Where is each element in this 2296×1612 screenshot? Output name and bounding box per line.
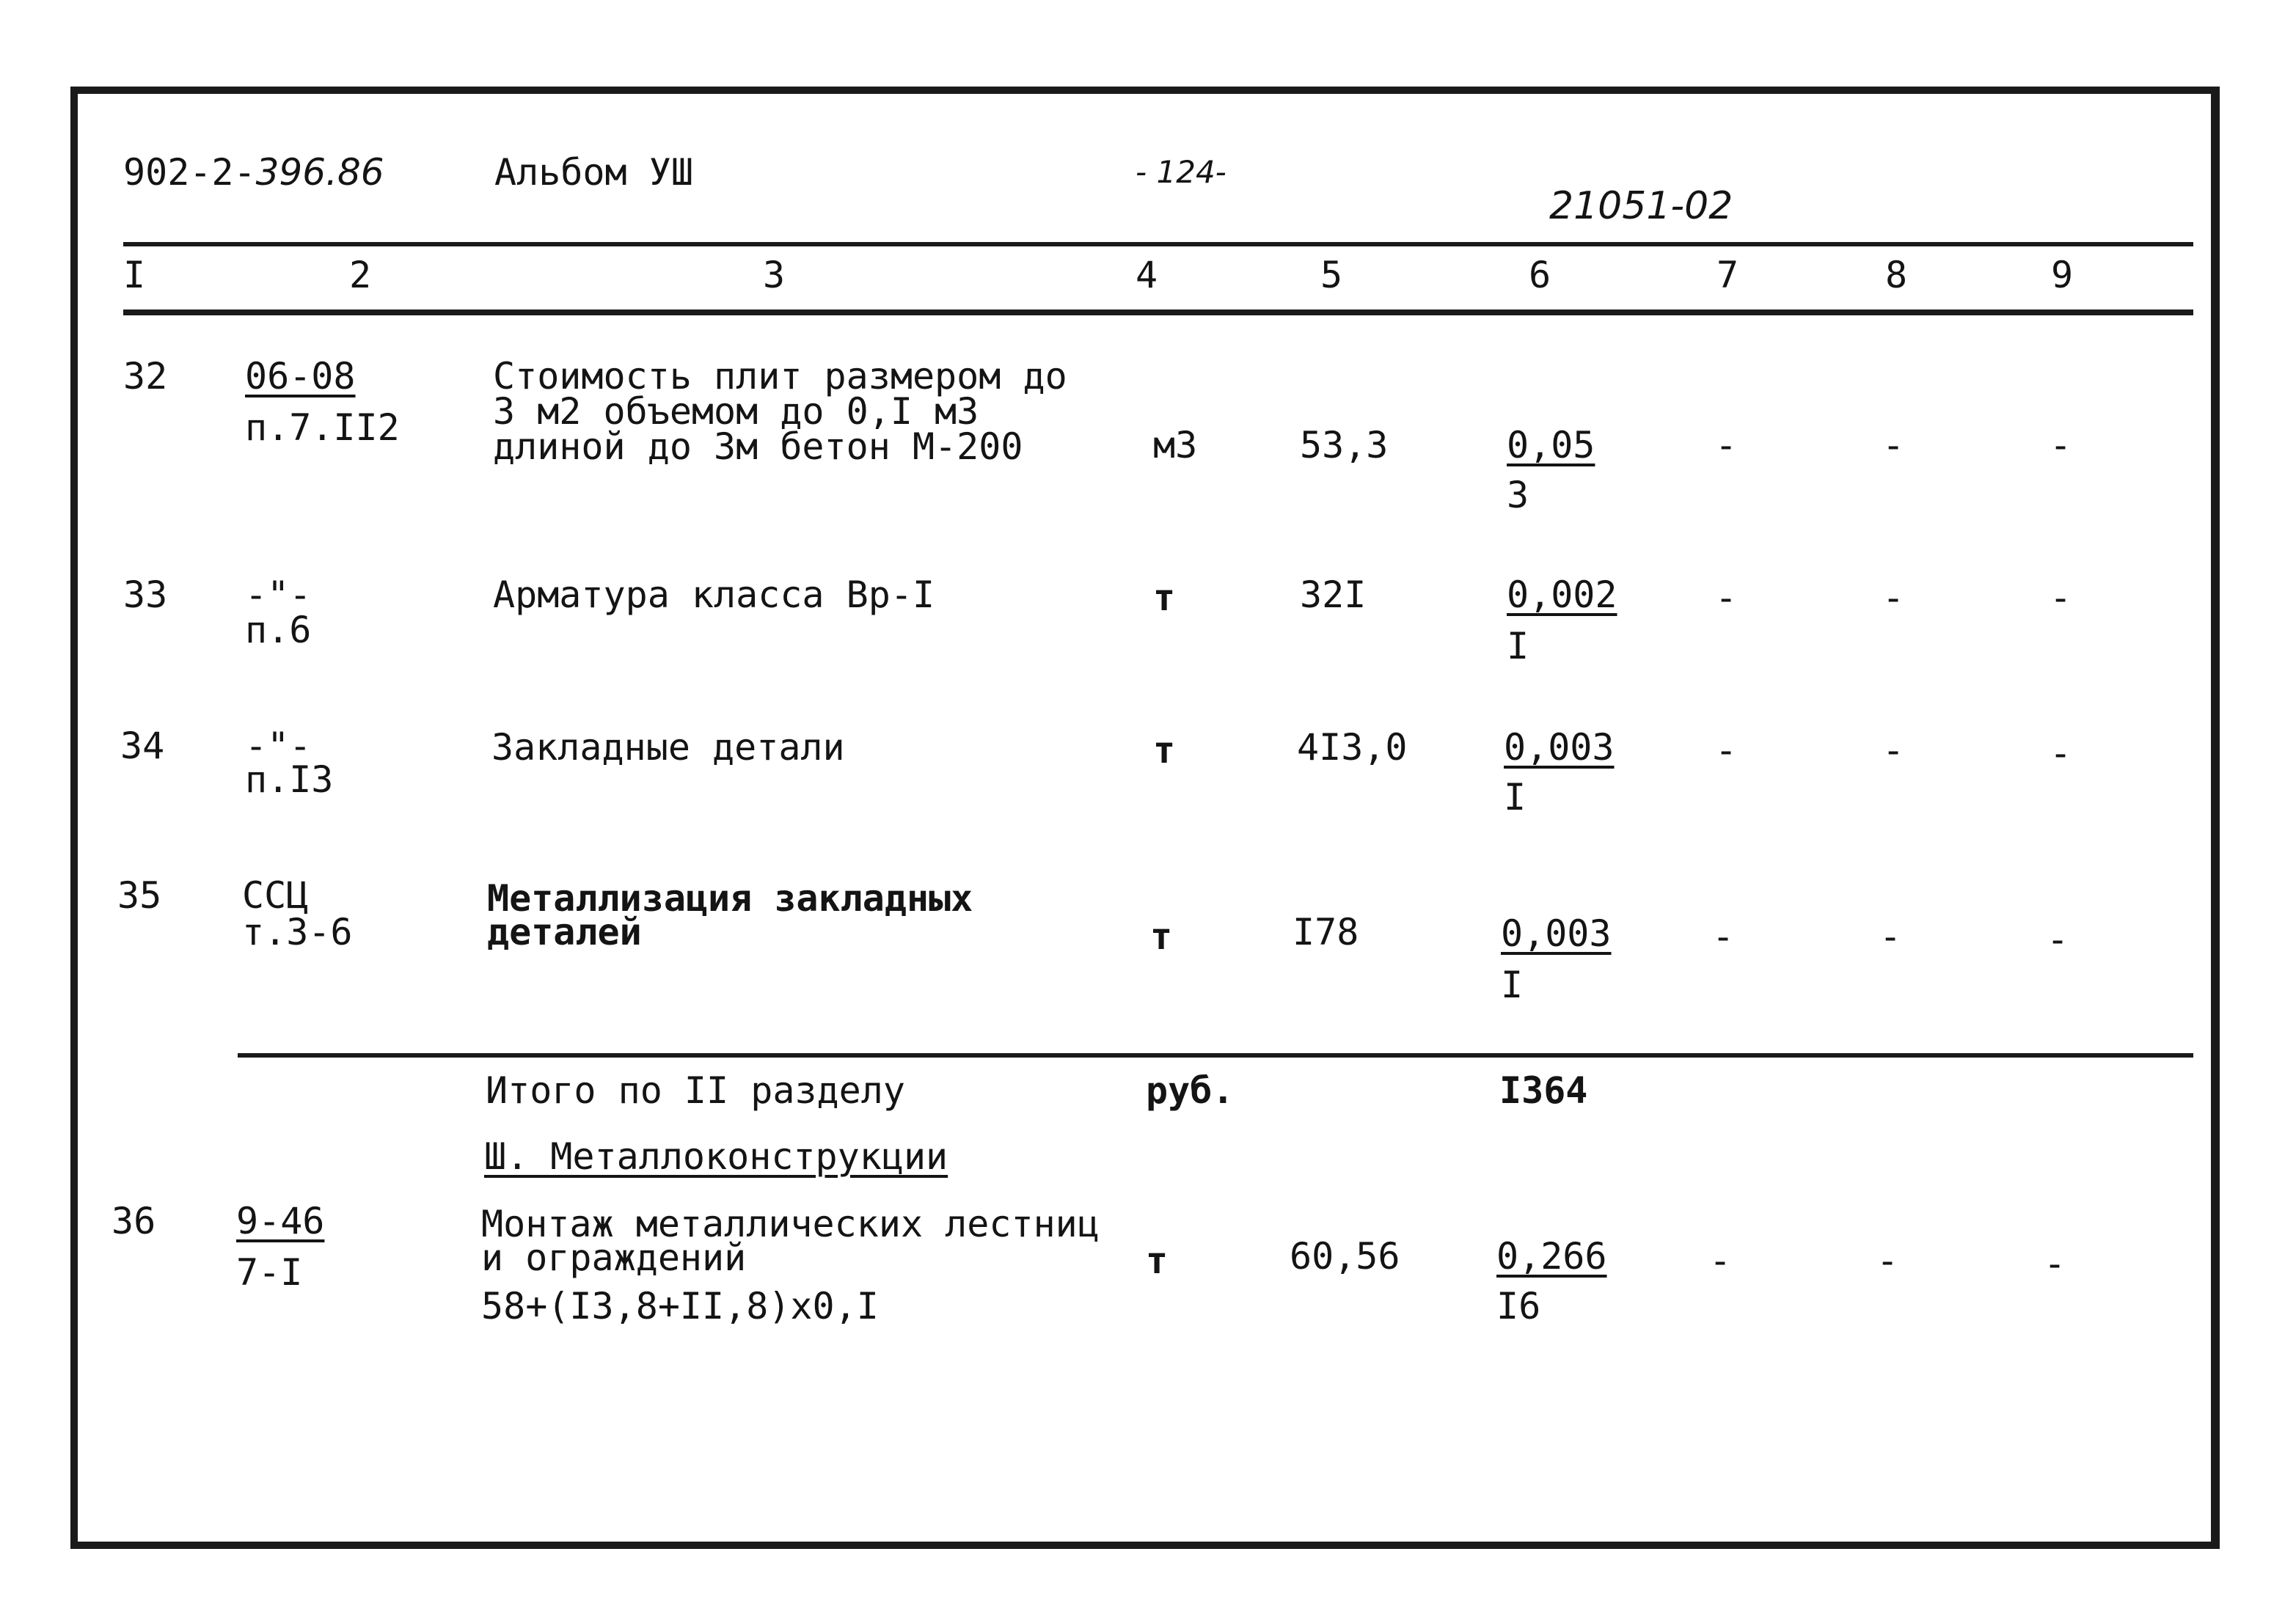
row-col8: - <box>1882 576 1905 619</box>
col-header-6: 6 <box>1529 254 1551 296</box>
row-unit: т <box>1146 1239 1169 1282</box>
col-header-2: 2 <box>349 254 372 296</box>
row-qty-bottom: 3 <box>1507 474 1529 516</box>
row-qty-bottom: I <box>1501 964 1524 1006</box>
row-desc-line: 3 м2 объемом до 0,I м3 <box>493 390 979 433</box>
row-col8: - <box>1876 1239 1899 1282</box>
col-header-8: 8 <box>1885 254 1908 296</box>
row-ref-top: -"- <box>245 574 312 616</box>
column-header-rule <box>123 309 2193 315</box>
row-qty-top: 0,002 <box>1507 574 1617 616</box>
row-number: 35 <box>117 874 162 917</box>
section-title: Ш. Металлоконструкции <box>484 1135 948 1178</box>
subtotal-rule <box>238 1053 2193 1058</box>
doc-number: 21051-02 <box>1549 184 1733 228</box>
row-col7: - <box>1715 424 1738 466</box>
row-unit: м3 <box>1153 424 1198 466</box>
col-header-5: 5 <box>1320 254 1343 296</box>
row-number: 32 <box>123 355 168 397</box>
row-col9: - <box>2047 918 2069 961</box>
row-qty-top: 0,266 <box>1496 1235 1607 1278</box>
row-ref-bottom: п.7.II2 <box>245 406 400 449</box>
row-ref-top: 9-46 <box>236 1200 325 1242</box>
row-unit: т <box>1150 915 1173 958</box>
row-col7: - <box>1712 915 1735 958</box>
album-title: Альбом УШ <box>494 151 693 194</box>
subtotal-label: Итого по II разделу <box>486 1069 905 1112</box>
row-price: 4I3,0 <box>1297 726 1408 769</box>
row-ref-bottom: п.I3 <box>245 758 334 801</box>
row-desc-line: деталей <box>487 911 642 953</box>
row-col9: - <box>2050 424 2072 466</box>
row-desc-line: Закладные детали <box>491 726 845 769</box>
col-header-3: 3 <box>763 254 786 296</box>
row-col8: - <box>1879 915 1902 958</box>
row-col7: - <box>1715 729 1738 772</box>
row-desc-line: Металлизация закладных <box>487 877 973 920</box>
row-qty-bottom: I <box>1504 776 1527 818</box>
document-frame <box>70 87 2220 1549</box>
subtotal-unit: руб. <box>1146 1069 1235 1112</box>
row-ref-bottom: п.6 <box>245 609 312 651</box>
row-desc-line: Арматура класса Вр-I <box>493 574 935 616</box>
row-ref-bottom: 7-I <box>236 1251 303 1294</box>
col-header-1: I <box>123 254 146 296</box>
row-col7: - <box>1715 576 1738 619</box>
row-number: 36 <box>111 1200 156 1242</box>
row-desc-line: длиной до 3м бетон М-200 <box>493 425 1023 468</box>
row-col9: - <box>2050 576 2072 619</box>
col-header-4: 4 <box>1136 254 1158 296</box>
row-price: I78 <box>1293 911 1359 953</box>
row-unit: т <box>1153 729 1176 772</box>
row-price: 32I <box>1300 574 1367 616</box>
subtotal-value: I364 <box>1499 1069 1588 1112</box>
document-code: 902-2-396.86 <box>123 151 384 194</box>
row-ref-top: ССЦ <box>242 874 309 917</box>
row-desc-line: 58+(I3,8+II,8)х0,I <box>481 1285 879 1327</box>
row-unit: т <box>1153 576 1176 619</box>
col-header-9: 9 <box>2051 254 2074 296</box>
header-rule <box>123 242 2193 246</box>
row-qty-top: 0,003 <box>1504 726 1615 769</box>
row-ref-bottom: т.3-6 <box>242 911 353 953</box>
row-price: 53,3 <box>1300 424 1389 466</box>
row-qty-bottom: I6 <box>1496 1285 1541 1327</box>
row-col9: - <box>2050 732 2072 774</box>
row-desc-line: Монтаж металлических лестниц <box>481 1203 1100 1245</box>
row-col8: - <box>1882 424 1905 466</box>
row-desc-line: и ограждений <box>481 1237 747 1279</box>
row-qty-top: 0,05 <box>1507 424 1595 466</box>
col-header-7: 7 <box>1716 254 1739 296</box>
row-number: 33 <box>123 574 168 616</box>
page-number: - 124- <box>1136 154 1226 190</box>
row-ref-top: 06-08 <box>245 355 356 397</box>
row-col7: - <box>1709 1239 1732 1282</box>
row-col8: - <box>1882 729 1905 772</box>
row-qty-top: 0,003 <box>1501 912 1612 955</box>
row-number: 34 <box>120 725 165 767</box>
row-desc-line: Стоимость плит размером до <box>493 355 1067 397</box>
row-qty-bottom: I <box>1507 625 1529 667</box>
row-price: 60,56 <box>1290 1235 1400 1278</box>
row-col9: - <box>2044 1242 2066 1285</box>
row-ref-top: -"- <box>245 725 312 767</box>
